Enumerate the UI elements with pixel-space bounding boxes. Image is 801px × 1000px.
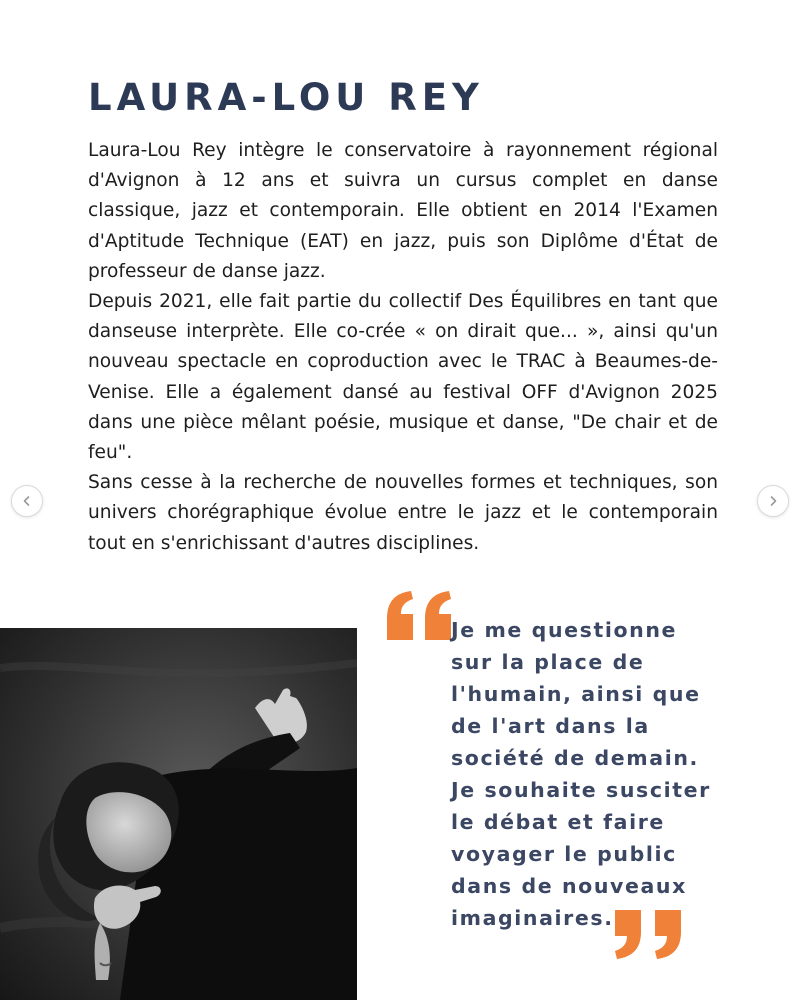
quote-line: l'humain, ainsi que bbox=[451, 682, 701, 706]
quote-line: de l'art dans la bbox=[451, 714, 650, 738]
carousel-prev-button[interactable] bbox=[11, 485, 43, 517]
quote-line: société de demain. bbox=[451, 746, 699, 770]
pull-quote bbox=[451, 614, 751, 934]
quote-line: le débat et faire bbox=[451, 810, 665, 834]
quote-line: voyager le public bbox=[451, 842, 677, 866]
chevron-left-icon bbox=[21, 495, 33, 507]
page-title: LAURA-LOU REY bbox=[88, 76, 484, 119]
quote-line: sur la place de bbox=[451, 650, 645, 674]
quote-line: Je me questionne bbox=[451, 618, 678, 642]
open-quote-icon bbox=[385, 590, 461, 642]
bio-text bbox=[88, 136, 718, 559]
chevron-right-icon bbox=[767, 495, 779, 507]
carousel-next-button[interactable] bbox=[757, 485, 789, 517]
quote-line: imaginaires. bbox=[451, 906, 614, 930]
dancer-photo bbox=[0, 628, 357, 1000]
bio-paragraph: Laura-Lou Rey intègre le conservatoire à rayonnement régional d'Avignon à 12 ans et suivra un cursus complet en danse classique, jazz et contemporain. Elle obtient en 2014 l'Examen d'Aptitude Technique (EAT) en jazz, puis son Diplôme d'État de professeur de danse jazz. bbox=[88, 140, 718, 282]
quote-line: Je souhaite susciter bbox=[451, 778, 711, 802]
quote-line: dans de nouveaux bbox=[451, 874, 687, 898]
bio-paragraph: Sans cesse à la recherche de nouvelles formes et techniques, son univers chorégraphique évolue entre le jazz et le contemporain tout en s'enrichissant d'autres disciplines. bbox=[88, 472, 718, 554]
bio-paragraph: Depuis 2021, elle fait partie du collectif Des Équilibres en tant que danseuse interprète. Elle co-crée « on dirait que... », ainsi qu'un nouveau spectacle en coproduction avec le TRAC à Beaumes-de-Venise. Elle a également dansé au festival OFF d'Avignon 2025 dans une pièce mêlant poésie, musique et danse, "De chair et de feu". bbox=[88, 291, 718, 464]
